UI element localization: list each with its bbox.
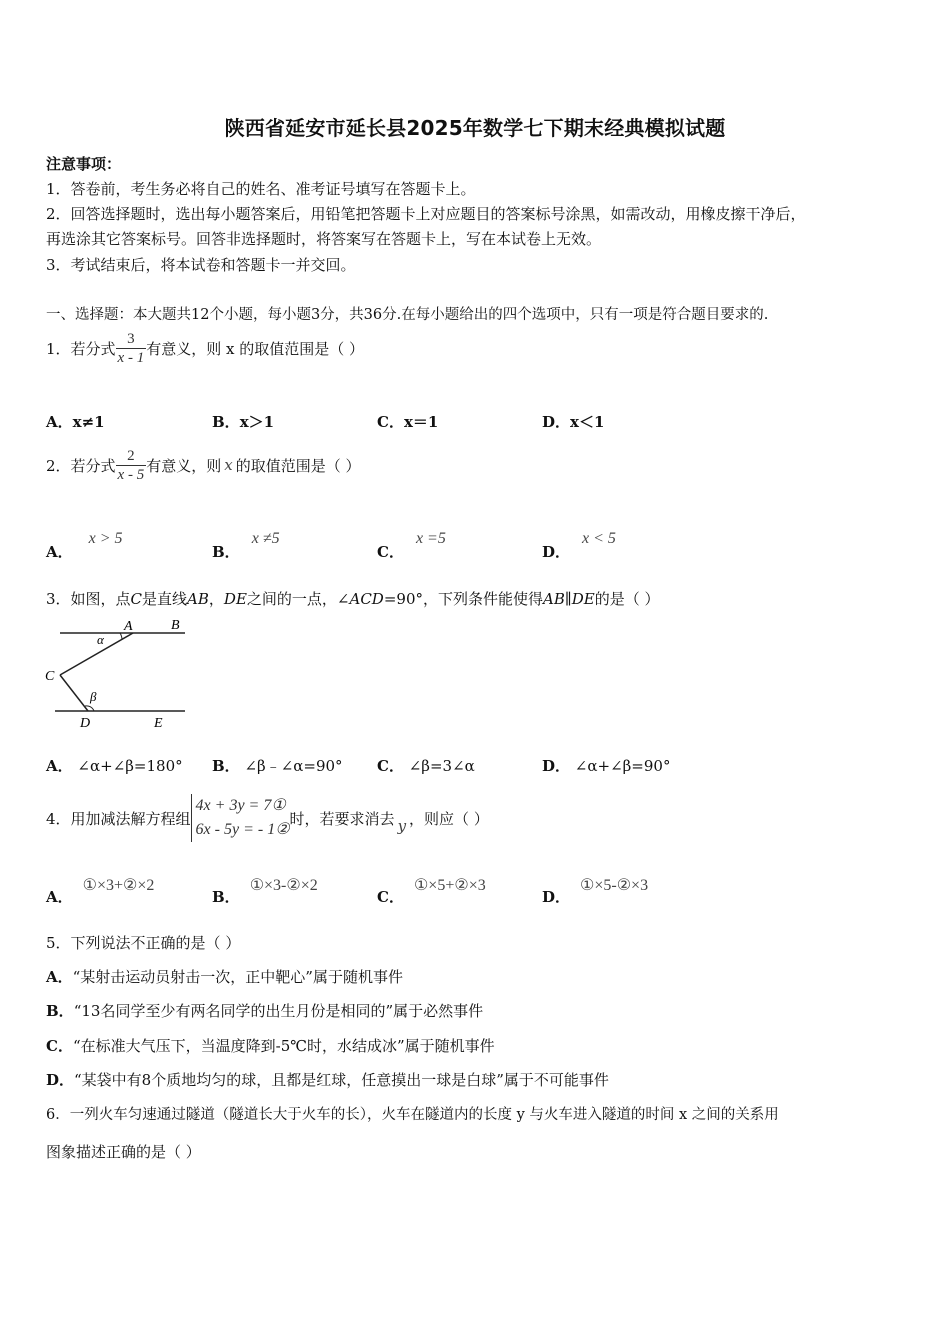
fraction: [116, 447, 147, 484]
option-d: D．x＜1: [542, 413, 605, 431]
option-a: A． ∠α+∠β=180°: [46, 757, 183, 775]
option-d: D．①×5-②×3: [542, 877, 649, 906]
label-d: D: [80, 716, 91, 731]
option-a: A．x≠1: [46, 413, 105, 431]
option-d: D．x < 5: [542, 530, 616, 561]
question-3: 3．如图，点C是直线AB，DE之间的一点，∠ACD=90°，下列条件能使得AB∥DE的是（ ）: [46, 590, 660, 608]
question-text: 4．用加减法解方程组: [46, 809, 191, 828]
question-text: 有意义，则 x 的取值范围是（ ）: [146, 339, 364, 358]
question-6: 6．一列火车匀速通过隧道（隧道长大于火车的长），火车在隧道内的长度 y 与火车进入隧道的时间 x 之间的关系用: [46, 1107, 779, 1123]
equation-system: [191, 794, 290, 842]
equation-2: 6x - 5y = - 1②: [195, 821, 290, 838]
question-text: ，则应（ ）: [409, 809, 489, 828]
label-b: B: [171, 618, 180, 633]
question-text: 有意义，则: [146, 456, 222, 475]
question-4: [46, 790, 489, 846]
option-d: D． ∠α+∠β=90°: [542, 757, 671, 775]
label-beta: β: [90, 689, 97, 704]
option-a: A．“某射击运动员射击一次，正中靶心”属于随机事件: [46, 968, 403, 986]
question-text: 的取值范围是（ ）: [235, 456, 361, 475]
fraction-numerator: 2: [127, 447, 135, 464]
notice-item: 2．回答选择题时，选出每小题答案后，用铅笔把答题卡上对应题目的答案标号涂黑，如需改动，用橡皮擦干净后，: [46, 205, 806, 223]
question-5: 5．下列说法不正确的是（ ）: [46, 934, 241, 952]
option-a: A．x > 5: [46, 530, 123, 561]
question-6-continued: 图象描述正确的是（ ）: [46, 1143, 201, 1161]
option-c: C．x＝1: [377, 413, 439, 431]
question-2: [46, 445, 360, 485]
equation-1: 4x + 3y = 7①: [195, 797, 286, 814]
variable: y: [397, 817, 407, 835]
geometry-figure: [40, 610, 200, 735]
option-b: B．“13名同学至少有两名同学的出生月份是相同的”属于必然事件: [46, 1002, 484, 1020]
notice-item: 再选涂其它答案标号。回答非选择题时，将答案写在答题卡上，写在本试卷上无效。: [46, 230, 602, 248]
option-a: A．①×3+②×2: [46, 877, 155, 906]
option-c: C．①×5+②×3: [377, 877, 486, 906]
option-b: B． ∠β﹣∠α=90°: [212, 757, 343, 775]
option-c: C．x =5: [377, 530, 446, 561]
notice-item: 1．答卷前，考生务必将自己的姓名、准考证号填写在答题卡上。: [46, 180, 476, 198]
label-alpha: α: [97, 632, 104, 647]
option-c: C．“在标准大气压下，当温度降到-5℃时，水结成冰”属于随机事件: [46, 1037, 495, 1055]
option-b: B．x＞1: [212, 413, 275, 431]
label-a: A: [124, 619, 133, 634]
option-c: C． ∠β=3∠α: [377, 757, 475, 775]
notice-item: 3．考试结束后，将本试卷和答题卡一并交回。: [46, 256, 356, 274]
segment-cd: [60, 675, 88, 711]
option-b: B．x ≠5: [212, 530, 280, 561]
question-text: 1．若分式: [46, 339, 116, 358]
fraction-numerator: 3: [127, 330, 135, 347]
notice-heading: 注意事项：: [46, 155, 122, 173]
fraction-denominator: x - 5: [117, 466, 145, 483]
option-d: D．“某袋中有8个质地均匀的球，且都是红球，任意摸出一球是白球”属于不可能事件: [46, 1071, 609, 1089]
label-c: C: [45, 669, 55, 684]
question-text: 2．若分式: [46, 456, 116, 475]
question-text: 时，若要求消去: [289, 809, 395, 828]
option-b: B．①×3-②×2: [212, 877, 318, 906]
section-heading: 一、选择题：本大题共12个小题，每小题3分，共36分.在每小题给出的四个选项中，只有一项是符合题目要求的.: [46, 307, 769, 323]
page-title: 陕西省延安市延长县2025年数学七下期末经典模拟试题: [224, 116, 726, 140]
fraction: [116, 330, 147, 367]
question-1: [46, 328, 364, 368]
variable: x: [224, 456, 233, 474]
label-e: E: [154, 716, 163, 731]
fraction-denominator: x - 1: [117, 349, 145, 366]
